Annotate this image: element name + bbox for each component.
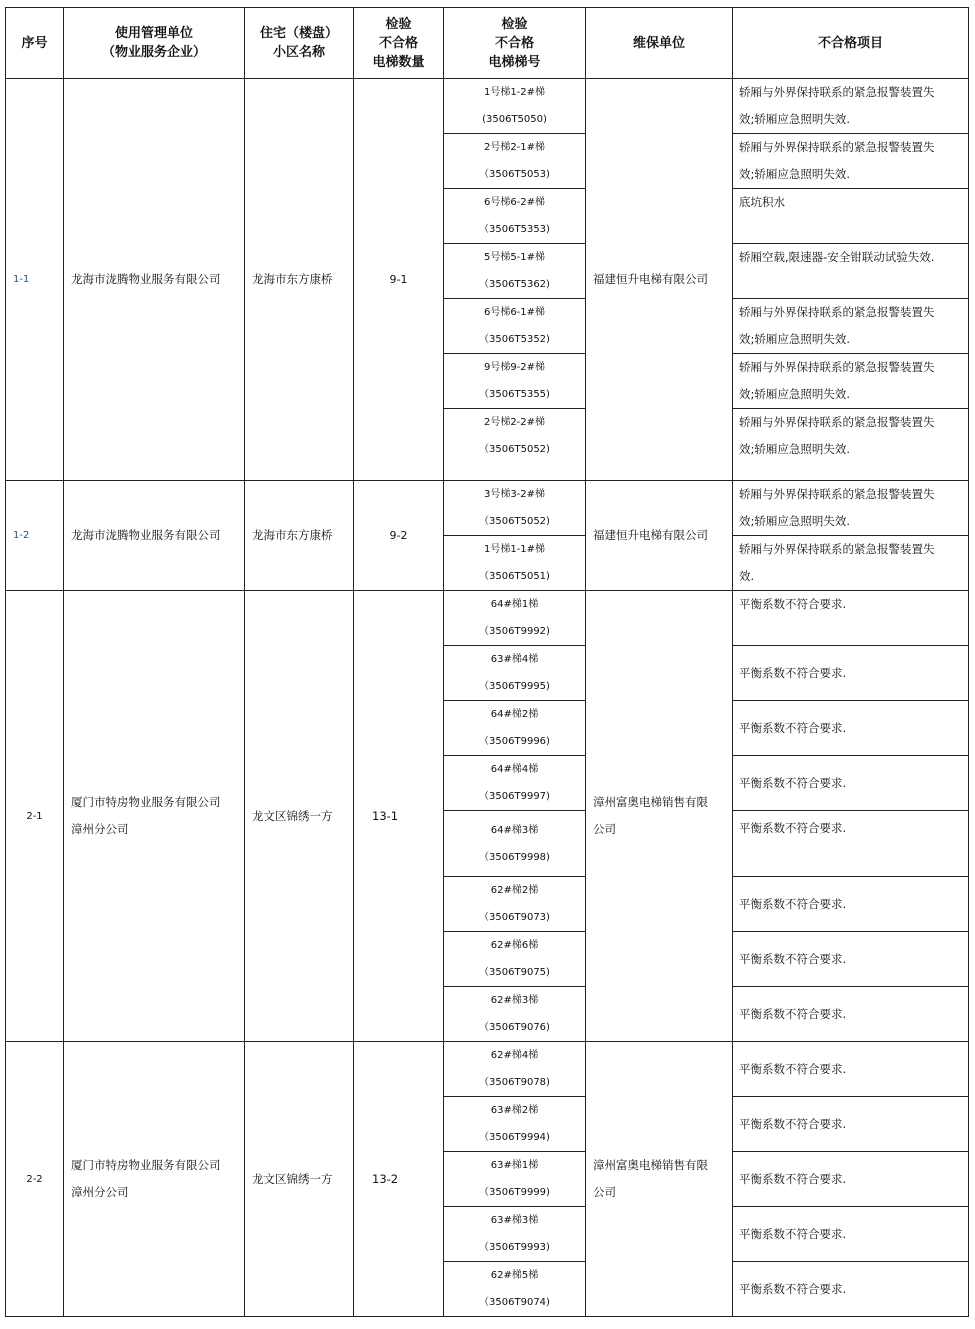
- lift-cell: 62#梯4梯 （3506T9078): [444, 1042, 586, 1097]
- header-liftno-line2: 不合格: [494, 35, 534, 51]
- lift-cell: 1号梯1-1#梯 （3506T5051): [444, 536, 586, 591]
- lift-cell: 63#梯4梯 （3506T9995): [444, 646, 586, 701]
- header-count-line3: 电梯数量: [372, 54, 425, 70]
- header-unit: [64, 8, 245, 79]
- lift-cell: 62#梯5梯 （3506T9074): [444, 1262, 586, 1317]
- lift-cell: 63#梯1梯 （3506T9999): [444, 1152, 586, 1207]
- lift-cell: 9号梯9-2#梯 （3506T5355): [444, 354, 586, 409]
- lift-cell: 62#梯3梯 （3506T9076): [444, 987, 586, 1042]
- issue-cell: 底坑积水: [733, 189, 969, 244]
- issue-cell: 轿厢与外界保持联系的紧急报警装置失 效;轿厢应急照明失效.: [733, 134, 969, 189]
- lift-cell: 64#梯1梯 （3506T9992): [444, 591, 586, 646]
- count-cell: 9-1: [354, 79, 444, 481]
- issue-cell: 平衡系数不符合要求.: [733, 932, 969, 987]
- issue-cell: 平衡系数不符合要求.: [733, 1207, 969, 1262]
- unit-cell: 龙海市泷腾物业服务有限公司: [64, 481, 245, 591]
- lift-cell: 1号梯1-2#梯 (3506T5050): [444, 79, 586, 134]
- elevator-inspection-table: [5, 7, 969, 1317]
- issue-cell: 平衡系数不符合要求.: [733, 591, 969, 646]
- issue-cell: 平衡系数不符合要求.: [733, 1097, 969, 1152]
- seq-cell: 2-2: [6, 1042, 64, 1317]
- header-maintenance: 维保单位: [586, 8, 733, 79]
- issue-cell: 轿厢与外界保持联系的紧急报警装置失 效.: [733, 536, 969, 591]
- header-liftno-line3: 电梯梯号: [488, 54, 541, 70]
- table-row: [6, 79, 969, 134]
- count-cell: 9-2: [354, 481, 444, 591]
- issue-cell: 平衡系数不符合要求.: [733, 877, 969, 932]
- unit-cell: 厦门市特房物业服务有限公司 漳州分公司: [64, 1042, 245, 1317]
- header-count-line1: 检验: [385, 16, 412, 32]
- maintenance-cell: 漳州富奥电梯销售有限 公司: [586, 1042, 733, 1317]
- unit-cell: 厦门市特房物业服务有限公司 漳州分公司: [64, 591, 245, 1042]
- issue-cell: 轿厢与外界保持联系的紧急报警装置失 效;轿厢应急照明失效.: [733, 79, 969, 134]
- header-liftno-line1: 检验: [501, 16, 528, 32]
- header-unit-line2: （物业服务企业）: [101, 45, 206, 60]
- issue-cell: 平衡系数不符合要求.: [733, 646, 969, 701]
- header-estate-line2: 小区名称: [272, 45, 325, 60]
- header-unit-line1: 使用管理单位: [114, 26, 193, 41]
- lift-cell: 64#梯3梯 （3506T9998): [444, 811, 586, 877]
- issue-cell: 平衡系数不符合要求.: [733, 756, 969, 811]
- table-row: [6, 481, 969, 536]
- count-cell: 13-2: [354, 1042, 444, 1317]
- seq-cell: 1-2: [6, 481, 64, 591]
- header-lift-number: [444, 8, 586, 79]
- estate-cell: 龙文区锦绣一方: [245, 591, 354, 1042]
- lift-cell: 63#梯3梯 （3506T9993): [444, 1207, 586, 1262]
- seq-cell: 1-1: [6, 79, 64, 481]
- issue-cell: 轿厢与外界保持联系的紧急报警装置失 效;轿厢应急照明失效.: [733, 354, 969, 409]
- header-issues: 不合格项目: [733, 8, 969, 79]
- issue-cell: 轿厢空载,限速器-安全钳联动试验失效.: [733, 244, 969, 299]
- table-row: [6, 1042, 969, 1097]
- maintenance-cell: 福建恒升电梯有限公司: [586, 79, 733, 481]
- lift-cell: 2号梯2-1#梯 （3506T5053): [444, 134, 586, 189]
- lift-cell: 6号梯6-1#梯 （3506T5352): [444, 299, 586, 354]
- maintenance-cell: 漳州富奥电梯销售有限 公司: [586, 591, 733, 1042]
- estate-cell: 龙海市东方康桥: [245, 481, 354, 591]
- count-cell: 13-1: [354, 591, 444, 1042]
- issue-cell: 平衡系数不符合要求.: [733, 1042, 969, 1097]
- issue-cell: 轿厢与外界保持联系的紧急报警装置失 效;轿厢应急照明失效.: [733, 481, 969, 536]
- unit-cell: 龙海市泷腾物业服务有限公司: [64, 79, 245, 481]
- issue-cell: 平衡系数不符合要求.: [733, 987, 969, 1042]
- issue-cell: 平衡系数不符合要求.: [733, 1152, 969, 1207]
- lift-cell: 3号梯3-2#梯 （3506T5052): [444, 481, 586, 536]
- lift-cell: 62#梯6梯 （3506T9075): [444, 932, 586, 987]
- header-estate-line1: 住宅（楼盘）: [259, 26, 338, 41]
- seq-cell: 2-1: [6, 591, 64, 1042]
- header-fail-count: [354, 8, 444, 79]
- header-seq: 序号: [6, 8, 64, 79]
- issue-cell: 轿厢与外界保持联系的紧急报警装置失 效;轿厢应急照明失效.: [733, 299, 969, 354]
- header-row: [6, 8, 969, 79]
- lift-cell: 5号梯5-1#梯 （3506T5362): [444, 244, 586, 299]
- lift-cell: 62#梯2梯 （3506T9073): [444, 877, 586, 932]
- lift-cell: 63#梯2梯 （3506T9994): [444, 1097, 586, 1152]
- estate-cell: 龙文区锦绣一方: [245, 1042, 354, 1317]
- lift-cell: 2号梯2-2#梯 （3506T5052): [444, 409, 586, 481]
- lift-cell: 64#梯4梯 （3506T9997): [444, 756, 586, 811]
- lift-cell: 6号梯6-2#梯 （3506T5353): [444, 189, 586, 244]
- table-row: [6, 591, 969, 646]
- header-count-line2: 不合格: [378, 35, 418, 51]
- issue-cell: 平衡系数不符合要求.: [733, 811, 969, 877]
- maintenance-cell: 福建恒升电梯有限公司: [586, 481, 733, 591]
- issue-cell: 平衡系数不符合要求.: [733, 701, 969, 756]
- estate-cell: 龙海市东方康桥: [245, 79, 354, 481]
- inspection-table-sheet: [5, 7, 969, 1317]
- issue-cell: 轿厢与外界保持联系的紧急报警装置失 效;轿厢应急照明失效.: [733, 409, 969, 481]
- header-estate: [245, 8, 354, 79]
- lift-cell: 64#梯2梯 （3506T9996): [444, 701, 586, 756]
- issue-cell: 平衡系数不符合要求.: [733, 1262, 969, 1317]
